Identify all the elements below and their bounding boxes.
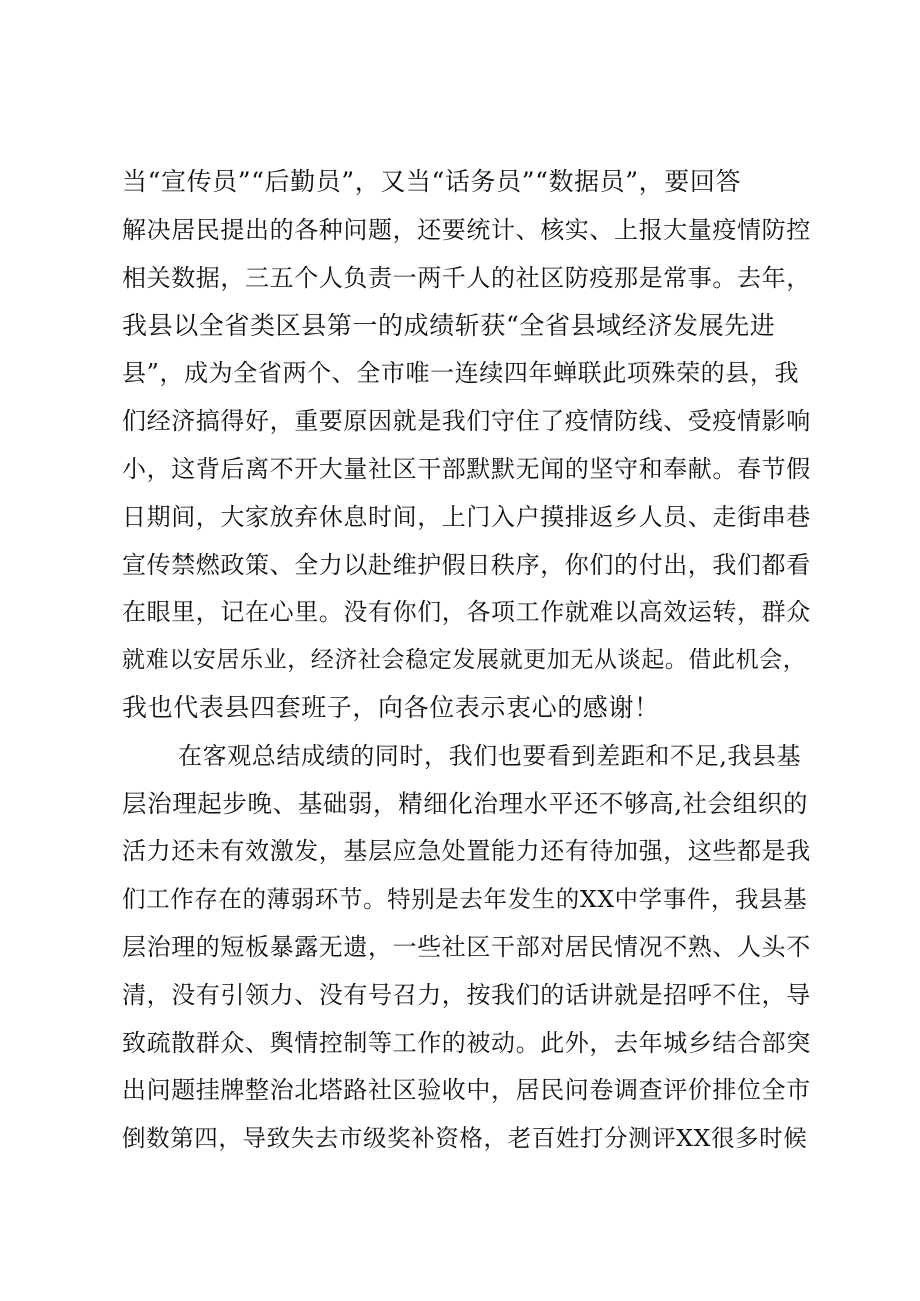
- paragraph-line: 小，这背后离不开大量社区干部默默无闻的坚守和奉献。春节假: [122, 455, 811, 483]
- paragraph-line: 我也代表县四套班子，向各位表示衷心的感谢！: [122, 693, 660, 722]
- paragraph-line: 清，没有引领力、没有号召力，按我们的话讲就是招呼不住，导: [122, 981, 811, 1009]
- paragraph-line: 们经济搞得好，重要原因就是我们守住了疫情防线、受疫情影响: [122, 407, 811, 435]
- paragraph-line: 层治理的短板暴露无遗，一些社区干部对居民情况不熟、人头不: [122, 933, 811, 961]
- paragraph-line: 出问题挂牌整治北塔路社区验收中，居民问卷调查评价排位全市: [122, 1076, 811, 1104]
- paragraph-line: 致疏散群众、舆情控制等工作的被动。此外，去年城乡结合部突: [122, 1029, 811, 1057]
- paragraph-line: 县”，成为全省两个、全市唯一连续四年蝉联此项殊荣的县，我: [122, 359, 800, 387]
- paragraph-line: 我县以全省类区县第一的成绩斩获“全省县域经济发展先进: [122, 311, 776, 340]
- paragraph-line: 活力还未有效激发，基层应急处置能力还有待加强，这些都是我: [122, 837, 811, 865]
- paragraph-line: 就难以安居乐业，经济社会稳定发展就更加无从谈起。借此机会，: [122, 647, 807, 673]
- paragraph-line: 们工作存在的薄弱环节。特别是去年发生的XX中学事件，我县基: [122, 885, 808, 913]
- paragraph-line: 解决居民提出的各种问题，还要统计、核实、上报大量疫情防控: [122, 216, 811, 244]
- paragraph-line: 层治理起步晚、基础弱，精细化治理水平还不够高,社会组织的: [122, 789, 809, 818]
- paragraph-line: 当“宣传员”“后勤员”，又当“话务员”“数据员”，要回答: [122, 167, 742, 196]
- paragraph-line: 在眼里，记在心里。没有你们，各项工作就难以高效运转，群众: [122, 598, 811, 626]
- paragraph-line: 日期间，大家放弃休息时间，上门入户摸排返乡人员、走街串巷: [122, 503, 811, 531]
- paragraph-line: 宣传禁燃政策、全力以赴维护假日秩序，你们的付出，我们都看: [122, 551, 811, 579]
- paragraph-line: 在客观总结成绩的同时，我们也要看到差距和不足,我县基: [178, 742, 802, 770]
- paragraph-line: 相关数据，三五个人负责一两千人的社区防疫那是常事。去年，: [122, 264, 811, 292]
- paragraph-line: 倒数第四，导致失去市级奖补资格，老百姓打分测评XX很多时候: [122, 1124, 808, 1152]
